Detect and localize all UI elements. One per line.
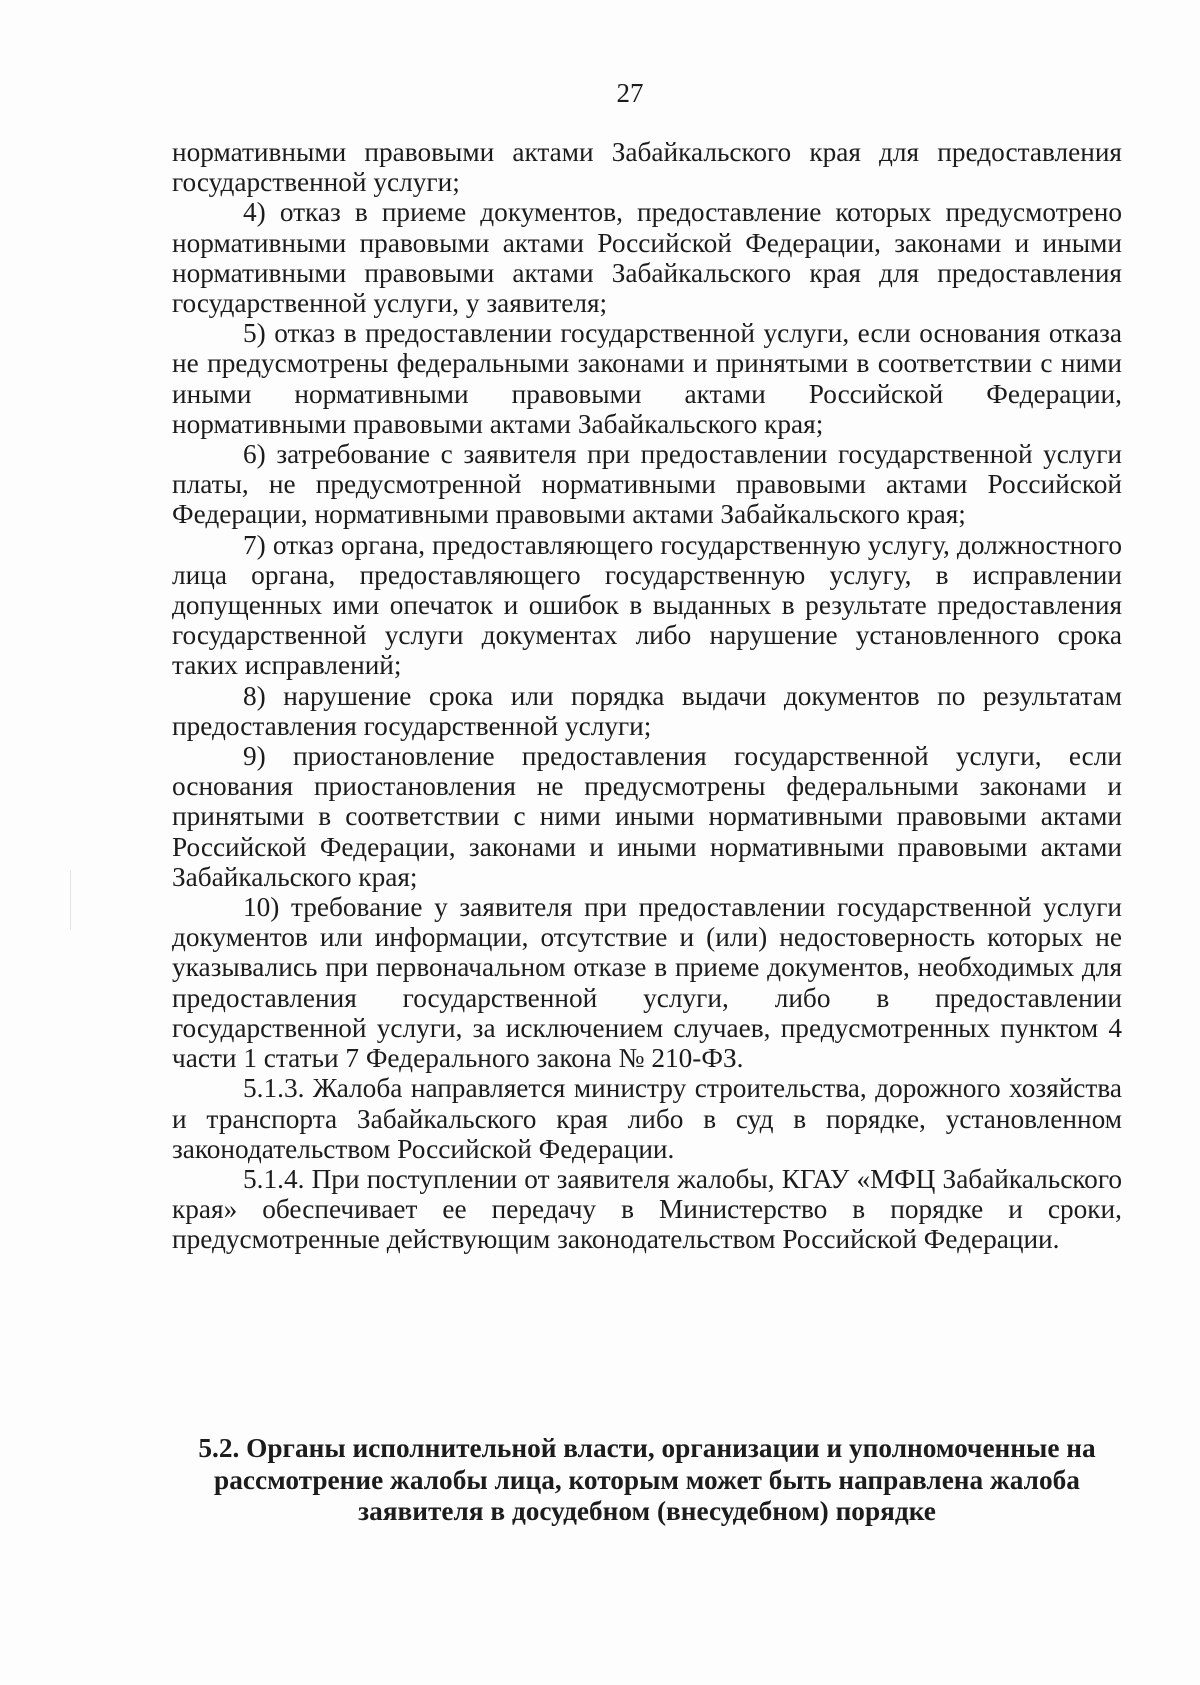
list-item-9: 9) приостановление предоставления государственной услуги, если основания приостановления не предусмотрены федеральными законами и принятыми в соответствии с ними иными нормативными правовыми актами Российской Федерации, законами и иными нормативными правовыми актами Забайкальского края; xyxy=(172,741,1122,892)
list-item-7: 7) отказ органа, предоставляющего государственную услугу, должностного лица органа, предоставляющего государственную услугу, в исправлении допущенных ими опечаток и ошибок в выданных в результате предоставления государственной услуги документах либо нарушение установленного срока таких исправлений; xyxy=(172,529,1122,681)
list-item-8: 8) нарушение срока или порядка выдачи документов по результатам предоставления государственной услуги; xyxy=(172,680,1122,741)
body-text xyxy=(172,137,1122,1255)
list-item-6: 6) затребование с заявителя при предоставлении государственной услуги платы, не предусмотренной нормативными правовыми актами Российской Федерации, нормативными правовыми актами Забайкальского края; xyxy=(172,439,1122,530)
list-item-10: 10) требование у заявителя при предоставлении государственной услуги документов или информации, отсутствие и (или) недостоверность которых не указывались при первоначальном отказе в приеме документов, необходимых для предоставления государственной услуги, либо в предоставлении государственной услуги, за исключением случаев, предусмотренных пунктом 4 части 1 статьи 7 Федерального закона № 210-ФЗ. xyxy=(172,892,1122,1074)
scan-margin-mark xyxy=(70,870,71,930)
paragraph-continuation: нормативными правовыми актами Забайкальского края для предоставления государственной услуги; xyxy=(172,137,1122,198)
page-number: 27 xyxy=(616,78,644,108)
clause-5-1-4: 5.1.4. При поступлении от заявителя жалобы, КГАУ «МФЦ Забайкальского края» обеспечивает ее передачу в Министерство в порядке и сроки, предусмотренные действующим законодательством Российской Федерации. xyxy=(172,1163,1122,1255)
section-heading-5-2: 5.2. Органы исполнительной власти, организации и уполномоченные на рассмотрение жалобы лица, которым может быть направлена жалоба заявителя в досудебном (внесудебном) порядке xyxy=(198,1433,1096,1526)
list-item-5: 5) отказ в предоставлении государственной услуги, если основания отказа не предусмотрены федеральными законами и принятыми в соответствии с ними иными нормативными правовыми актами Российской Федерации, нормативными правовыми актами Забайкальского края; xyxy=(172,318,1122,439)
clause-5-1-3: 5.1.3. Жалоба направляется министру строительства, дорожного хозяйства и транспорта Забайкальского края либо в суд в порядке, установленном законодательством Российской Федерации. xyxy=(172,1073,1122,1164)
list-item-4: 4) отказ в приеме документов, предоставление которых предусмотрено нормативными правовыми актами Российской Федерации, законами и иными нормативными правовыми актами Забайкальского края для предоставления государственной услуги, у заявителя; xyxy=(172,197,1122,319)
